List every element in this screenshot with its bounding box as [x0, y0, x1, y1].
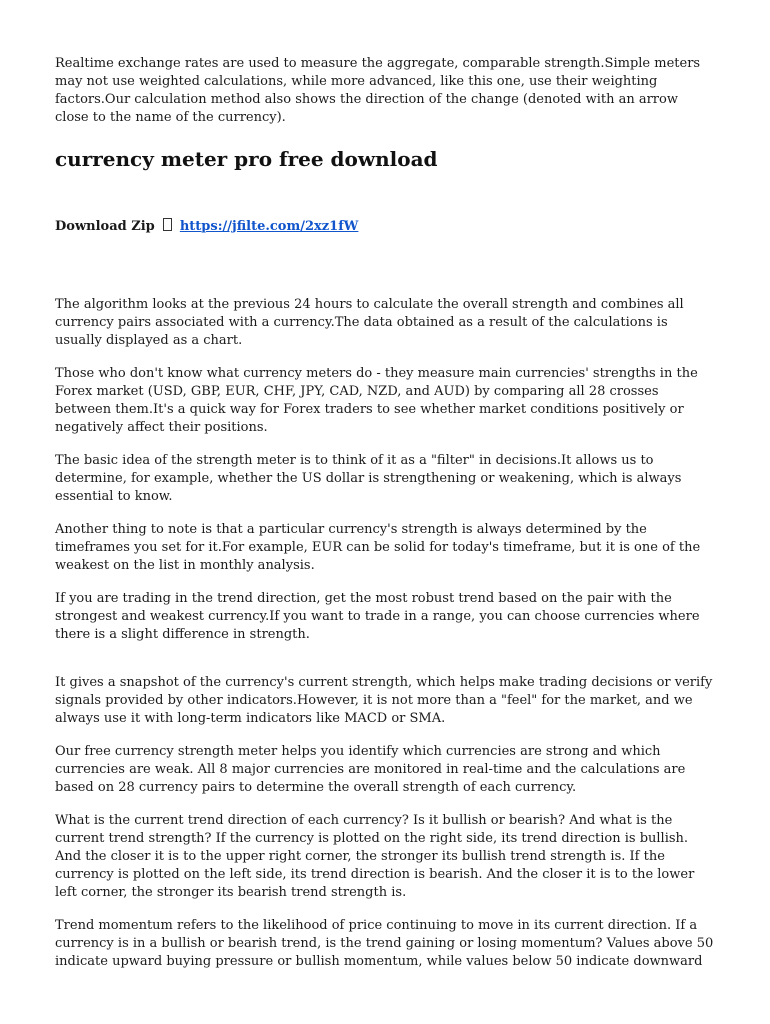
body-paragraph: Trend momentum refers to the likelihood of price continuing to move in its current direction. If a currency is in a bullish or bearish trend, is the trend gaining or losing momentum? Values above 50 indicate upward buying pressure or bullish momentum, while values below 50 indicate downward: [55, 918, 714, 969]
intro-paragraph: Realtime exchange rates are used to measure the aggregate, comparable strength.Simple meters may not use weighted calculations, while more advanced, like this one, use their weighting factors.Our calculation method also shows the direction of the change (denoted with an arrow close to the name of the currency).: [55, 56, 701, 125]
body-paragraph: The algorithm looks at the previous 24 hours to calculate the overall strength and combines all currency pairs associated with a currency.The data obtained as a result of the calculations is usually displayed as a chart.: [55, 297, 684, 348]
missing-glyph-icon: [163, 218, 172, 231]
body-paragraph: It gives a snapshot of the currency's current strength, which helps make trading decisions or verify signals provided by other indicators.However, it is not more than a "feel" for the market, and we always use it with long-term indicators like MACD or SMA.: [55, 675, 713, 726]
body-paragraph: What is the current trend direction of each currency? Is it bullish or bearish? And what is the current trend strength? If the currency is plotted on the right side, its trend direction is bullish. And the closer it is to the upper right corner, the stronger its bullish trend strength is. If the currency is plotted on the left side, its trend direction is bearish. And the closer it is to the lower left corner, the stronger its bearish trend strength is.: [55, 813, 695, 900]
document-page: [55, 55, 715, 986]
download-link[interactable]: https://jfilte.com/2xz1fW: [179, 219, 359, 234]
download-label: Download Zip: [55, 219, 155, 234]
body-paragraph: Another thing to note is that a particular currency's strength is always determined by the timeframes you set for it.For example, EUR can be solid for today's timeframe, but it is one of the weakest on the list in monthly analysis.: [55, 522, 701, 573]
body-paragraph: Our free currency strength meter helps you identify which currencies are strong and which currencies are weak. All 8 major currencies are monitored in real-time and the calculations are based on 28 currency pairs to determine the overall strength of each currency.: [55, 744, 686, 795]
body-paragraph: Those who don't know what currency meters do - they measure main currencies' strengths in the Forex market (USD, GBP, EUR, CHF, JPY, CAD, NZD, and AUD) by comparing all 28 crosses between them.It's a quick way for Forex traders to see whether market conditions positively or negatively affect their positions.: [55, 366, 698, 435]
body-paragraph: The basic idea of the strength meter is to think of it as a "filter" in decisions.It allows us to determine, for example, whether the US dollar is strengthening or weakening, which is always essential to know.: [55, 453, 682, 504]
download-line: [55, 218, 715, 236]
page-title: currency meter pro free download: [55, 147, 438, 171]
body-paragraph: If you are trading in the trend direction, get the most robust trend based on the pair with the strongest and weakest currency.If you want to trade in a range, you can choose currencies where there is a slight difference in strength.: [55, 591, 700, 642]
